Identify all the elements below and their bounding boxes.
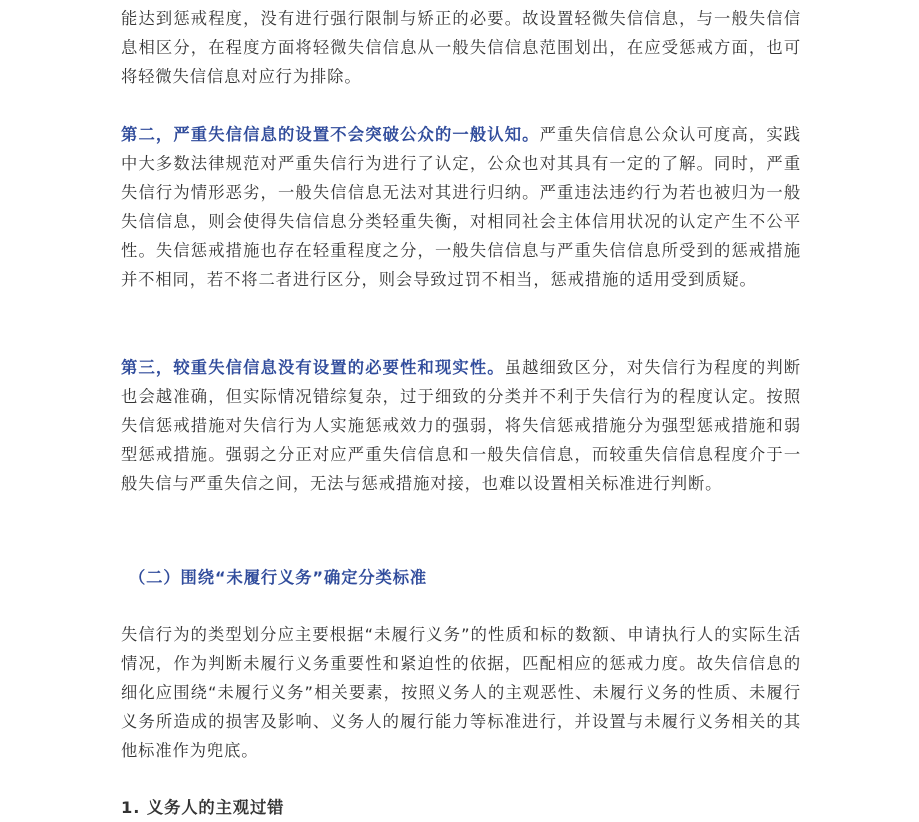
paragraph-2	[121, 120, 801, 294]
paragraph-1: 能达到惩戒程度，没有进行强行限制与矫正的必要。故设置轻微失信信息，与一般失信信息相区分，在程度方面将轻微失信信息从一般失信信息范围划出，在应受惩戒方面，也可将轻微失信信息对应行为排除。	[121, 9, 801, 86]
paragraph-2-emphasis: 第二，严重失信信息的设置不会突破公众的一般认知。	[121, 125, 540, 144]
paragraph-3-emphasis: 第三，较重失信信息没有设置的必要性和现实性。	[121, 358, 505, 377]
paragraph-4: 失信行为的类型划分应主要根据“未履行义务”的性质和标的数额、申请执行人的实际生活情况，作为判断未履行义务重要性和紧迫性的依据，匹配相应的惩戒力度。故失信信息的细化应围绕“未履行义务”相关要素，按照义务人的主观恶性、未履行义务的性质、未履行义务所造成的损害及影响、义务人的履行能力等标准进行，并设置与未履行义务相关的其他标准作为兜底。	[121, 625, 801, 760]
paragraph-2-body: 严重失信信息公众认可度高，实践中大多数法律规范对严重失信行为进行了认定，公众也对其具有一定的了解。同时，严重失信行为情形恶劣，一般失信信息无法对其进行归纳。严重违法违约行为若也被归为一般失信信息，则会使得失信信息分类轻重失衡，对相同社会主体信用状况的认定产生不公平性。失信惩戒措施也存在轻重程度之分，一般失信信息与严重失信信息所受到的惩戒措施并不相同，若不将二者进行区分，则会导致过罚不相当，惩戒措施的适用受到质疑。	[121, 125, 801, 289]
paragraph-3	[121, 353, 801, 498]
subsection-heading: 1. 义务人的主观过错	[121, 798, 285, 817]
paragraph-3-body: 虽越细致区分，对失信行为程度的判断也会越准确，但实际情况错综复杂，过于细致的分类并不利于失信行为的程度认定。按照失信惩戒措施对失信行为人实施惩戒效力的强弱，将失信惩戒措施分为强型惩戒措施和弱型惩戒措施。强弱之分正对应严重失信信息和一般失信信息，而较重失信信息程度介于一般失信与严重失信之间，无法与惩戒措施对接，也难以设置相关标准进行判断。	[121, 358, 801, 493]
section-heading: （二）围绕“未履行义务”确定分类标准	[129, 568, 428, 587]
